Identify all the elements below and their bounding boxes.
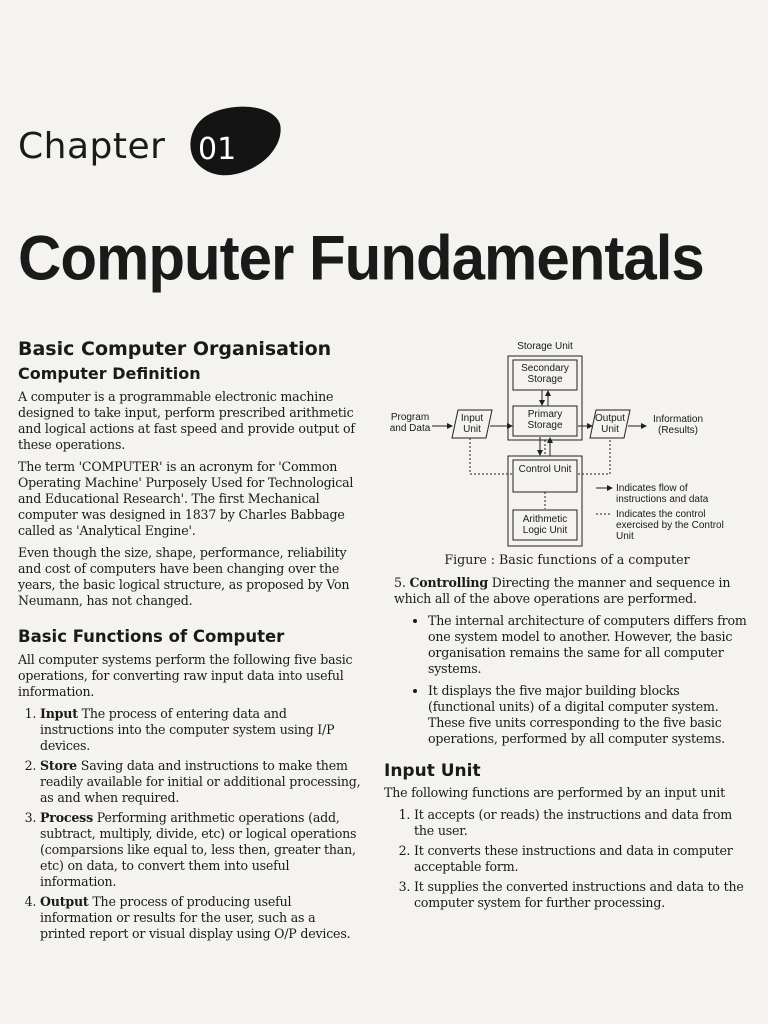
paragraph: All computer systems perform the following five basic operations, for converting raw input data into useful information. bbox=[18, 652, 353, 699]
list-item: 1. Input The process of entering data and instructions into the computer system using I/P devices. bbox=[40, 706, 364, 754]
paragraph: The following functions are performed by an input unit bbox=[384, 785, 725, 800]
label-alu: Arithmetic Logic Unit bbox=[522, 514, 568, 536]
list-item: 3. It supplies the converted instructions and data to the computer system for further processing. bbox=[414, 879, 750, 911]
list-item: • It displays the five major building blocks (functional units) of a digital computer system. These five units corresponding to the five basic operations, performed by all computer systems. bbox=[428, 683, 750, 747]
subsection-heading-definition: Computer Definition bbox=[18, 364, 201, 383]
paragraph: Even though the size, shape, performance, reliability and cost of computers have been changing over the years, the basic logical structure, as proposed by Von Neumann, has not changed. bbox=[18, 545, 350, 608]
legend-flow: Indicates flow of instructions and data bbox=[616, 483, 709, 505]
section-heading-functions: Basic Functions of Computer bbox=[18, 627, 285, 646]
functions-list bbox=[18, 706, 364, 942]
list-item: 3. Process Performing arithmetic operations (add, subtract, multiply, divide, etc) or logical operations (comparsions like equal to, less then, greater than, etc) on data, to convert them into useful information. bbox=[40, 810, 364, 890]
right-column bbox=[384, 338, 750, 915]
input-unit-list bbox=[384, 807, 750, 911]
legend-control: Indicates the control exercised by the Control Unit bbox=[616, 509, 724, 542]
chapter-header bbox=[18, 100, 318, 180]
label-control-unit: Control Unit bbox=[518, 464, 572, 475]
label-information: Information (Results) bbox=[652, 414, 704, 436]
page-title: Computer Fundamentals bbox=[18, 223, 704, 294]
list-item: 2. It converts these instructions and data in computer acceptable form. bbox=[414, 843, 750, 875]
section-heading-input-unit: Input Unit bbox=[384, 761, 481, 781]
label-output-unit: Output Unit bbox=[594, 413, 626, 435]
architecture-bullets bbox=[384, 613, 750, 747]
list-item: 1. It accepts (or reads) the instructions and data from the user. bbox=[414, 807, 750, 839]
list-item: 2. Store Saving data and instructions to make them readily available for initial or additional processing, as and when required. bbox=[40, 758, 364, 806]
left-column bbox=[18, 338, 364, 946]
label-program-data: Program and Data bbox=[389, 412, 431, 434]
section-heading-organisation: Basic Computer Organisation bbox=[18, 338, 332, 360]
paragraph: The term 'COMPUTER' is an acronym for 'Common Operating Machine' Purposely Used for Technological and Educational Research'. The first Mechanical computer was designed in 1837 by Charles Babbage called as 'Analytical Engine'. bbox=[18, 459, 354, 538]
chapter-word: Chapter bbox=[18, 126, 166, 167]
list-item: 4. Output The process of producing useful information or results for the user, such as a printed report or visual display using O/P devices. bbox=[40, 894, 364, 942]
label-input-unit: Input Unit bbox=[460, 413, 484, 435]
label-storage-unit: Storage Unit bbox=[517, 341, 573, 352]
figure-caption: Figure : Basic functions of a computer bbox=[444, 552, 690, 567]
chapter-number: 01 bbox=[198, 132, 237, 167]
label-primary-storage: Primary Storage bbox=[527, 409, 563, 431]
paragraph: A computer is a programmable electronic machine designed to take input, perform prescribed arithmetic and logical actions at fast speed and provide output of these operations. bbox=[18, 389, 355, 452]
label-secondary-storage: Secondary Storage bbox=[521, 363, 569, 385]
list-item: • The internal architecture of computers differs from one system model to another. However, the basic organisation remains the same for all computer systems. bbox=[428, 613, 750, 677]
list-item-controlling: 5. Controlling Directing the manner and sequence in which all of the above operations are performed. bbox=[394, 575, 731, 606]
computer-functions-diagram bbox=[384, 338, 750, 548]
